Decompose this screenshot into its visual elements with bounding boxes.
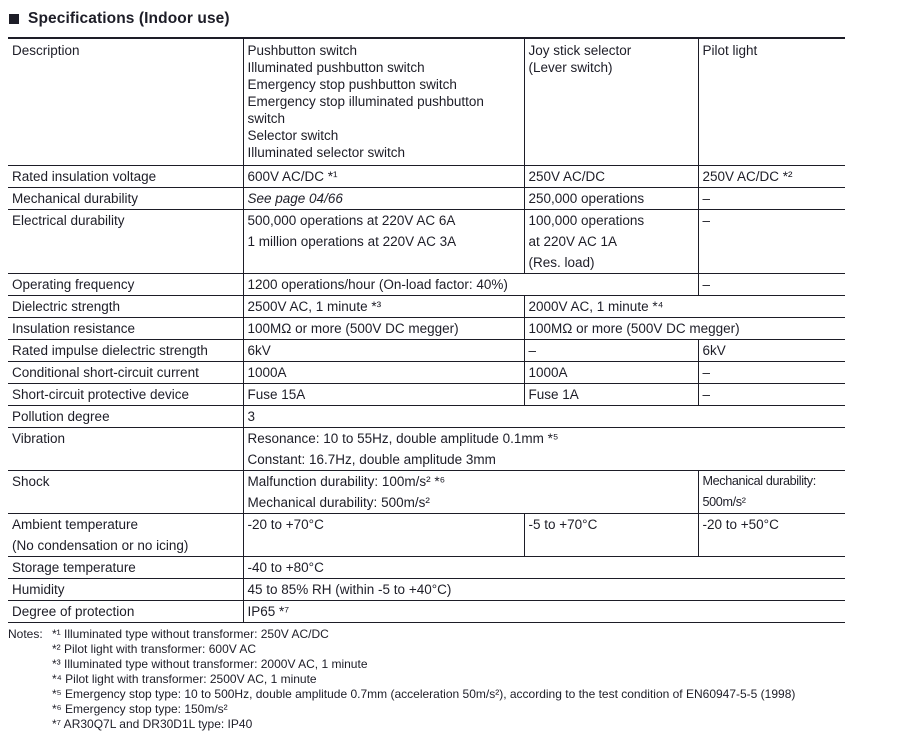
row-label: Mechanical durability bbox=[8, 188, 243, 210]
row-label: Description bbox=[8, 38, 243, 166]
table-row bbox=[8, 188, 845, 210]
spec-cell: 500,000 operations at 220V AC 6A 1 million operations at 220V AC 3A bbox=[243, 210, 524, 274]
table-row bbox=[8, 384, 845, 406]
spec-cell: Fuse 15A bbox=[243, 384, 524, 406]
spec-cell: Mechanical durability: 500m/s² bbox=[698, 471, 845, 514]
row-label: Storage temperature bbox=[8, 557, 243, 579]
spec-cell: – bbox=[524, 340, 698, 362]
row-label: Dielectric strength bbox=[8, 296, 243, 318]
table-row bbox=[8, 471, 845, 514]
section-header bbox=[9, 10, 901, 28]
table-row bbox=[8, 318, 845, 340]
spec-cell: 100MΩ or more (500V DC megger) bbox=[243, 318, 524, 340]
spec-cell: 1000A bbox=[243, 362, 524, 384]
spec-cell: 2500V AC, 1 minute *³ bbox=[243, 296, 524, 318]
spec-cell: – bbox=[698, 188, 845, 210]
note-item: *⁶ Emergency stop type: 150m/s² bbox=[52, 702, 228, 716]
spec-table bbox=[8, 37, 845, 623]
page-title: Specifications (Indoor use) bbox=[28, 10, 230, 27]
spec-cell: – bbox=[698, 210, 845, 274]
table-row bbox=[8, 340, 845, 362]
row-label: Ambient temperature (No condensation or no icing) bbox=[8, 514, 243, 557]
table-row bbox=[8, 166, 845, 188]
table-row bbox=[8, 601, 845, 623]
spec-table-body bbox=[8, 38, 845, 623]
spec-cell: -20 to +70°C bbox=[243, 514, 524, 557]
spec-cell: Pushbutton switch Illuminated pushbutton switch Emergency stop pushbutton switch Emergency stop illuminated pushbutton switch Selector switch Illuminated selector switch bbox=[243, 38, 524, 166]
row-label: Operating frequency bbox=[8, 274, 243, 296]
spec-cell: Resonance: 10 to 55Hz, double amplitude 0.1mm *⁵ Constant: 16.7Hz, double amplitude 3mm bbox=[243, 428, 845, 471]
note-item: *⁴ Pilot light with transformer: 2500V AC, 1 minute bbox=[52, 672, 317, 686]
spec-cell: -20 to +50°C bbox=[698, 514, 845, 557]
row-label: Electrical durability bbox=[8, 210, 243, 274]
row-label: Pollution degree bbox=[8, 406, 243, 428]
section-bullet-icon bbox=[9, 14, 19, 24]
spec-cell: -5 to +70°C bbox=[524, 514, 698, 557]
spec-cell: Fuse 1A bbox=[524, 384, 698, 406]
row-label: Humidity bbox=[8, 579, 243, 601]
spec-cell: See page 04/66 bbox=[243, 188, 524, 210]
notes-label: Notes: bbox=[8, 627, 43, 641]
table-row bbox=[8, 38, 845, 166]
table-row bbox=[8, 296, 845, 318]
row-label: Vibration bbox=[8, 428, 243, 471]
spec-cell: 6kV bbox=[243, 340, 524, 362]
table-row bbox=[8, 406, 845, 428]
spec-cell: 6kV bbox=[698, 340, 845, 362]
spec-cell: 3 bbox=[243, 406, 845, 428]
spec-cell: IP65 *⁷ bbox=[243, 601, 845, 623]
spec-cell: Pilot light bbox=[698, 38, 845, 166]
spec-cell: 250V AC/DC *² bbox=[698, 166, 845, 188]
note-item: *² Pilot light with transformer: 600V AC bbox=[52, 642, 257, 656]
spec-cell: 100,000 operations at 220V AC 1A (Res. load) bbox=[524, 210, 698, 274]
note-item: *⁵ Emergency stop type: 10 to 500Hz, double amplitude 0.7mm (acceleration 50m/s²), according to the test condition of EN60947-5-5 (1998) bbox=[52, 687, 796, 701]
spec-cell: 1200 operations/hour (On-load factor: 40%) bbox=[243, 274, 698, 296]
spec-cell: – bbox=[698, 362, 845, 384]
row-label: Short-circuit protective device bbox=[8, 384, 243, 406]
spec-cell: – bbox=[698, 274, 845, 296]
spec-cell: -40 to +80°C bbox=[243, 557, 845, 579]
note-item: *¹ Illuminated type without transformer: 250V AC/DC bbox=[52, 627, 329, 641]
spec-cell: Joy stick selector (Lever switch) bbox=[524, 38, 698, 166]
spec-cell: 2000V AC, 1 minute *⁴ bbox=[524, 296, 845, 318]
row-label: Conditional short-circuit current bbox=[8, 362, 243, 384]
notes-items bbox=[52, 627, 795, 732]
table-row bbox=[8, 362, 845, 384]
spec-cell: 250V AC/DC bbox=[524, 166, 698, 188]
spec-cell: 1000A bbox=[524, 362, 698, 384]
row-label: Rated insulation voltage bbox=[8, 166, 243, 188]
spec-cell: – bbox=[698, 384, 845, 406]
row-label: Shock bbox=[8, 471, 243, 514]
table-row bbox=[8, 579, 845, 601]
row-label: Degree of protection bbox=[8, 601, 243, 623]
spec-cell: Malfunction durability: 100m/s² *⁶ Mechanical durability: 500m/s² bbox=[243, 471, 698, 514]
row-label: Insulation resistance bbox=[8, 318, 243, 340]
note-item: *³ Illuminated type without transformer: 2000V AC, 1 minute bbox=[52, 657, 368, 671]
table-row bbox=[8, 210, 845, 274]
table-row bbox=[8, 557, 845, 579]
spec-cell: 45 to 85% RH (within -5 to +40°C) bbox=[243, 579, 845, 601]
table-row bbox=[8, 514, 845, 557]
spec-cell: 600V AC/DC *¹ bbox=[243, 166, 524, 188]
spec-cell: 100MΩ or more (500V DC megger) bbox=[524, 318, 845, 340]
table-row bbox=[8, 274, 845, 296]
notes bbox=[8, 627, 901, 732]
table-row bbox=[8, 428, 845, 471]
note-item: *⁷ AR30Q7L and DR30D1L type: IP40 bbox=[52, 717, 253, 731]
spec-cell: 250,000 operations bbox=[524, 188, 698, 210]
row-label: Rated impulse dielectric strength bbox=[8, 340, 243, 362]
